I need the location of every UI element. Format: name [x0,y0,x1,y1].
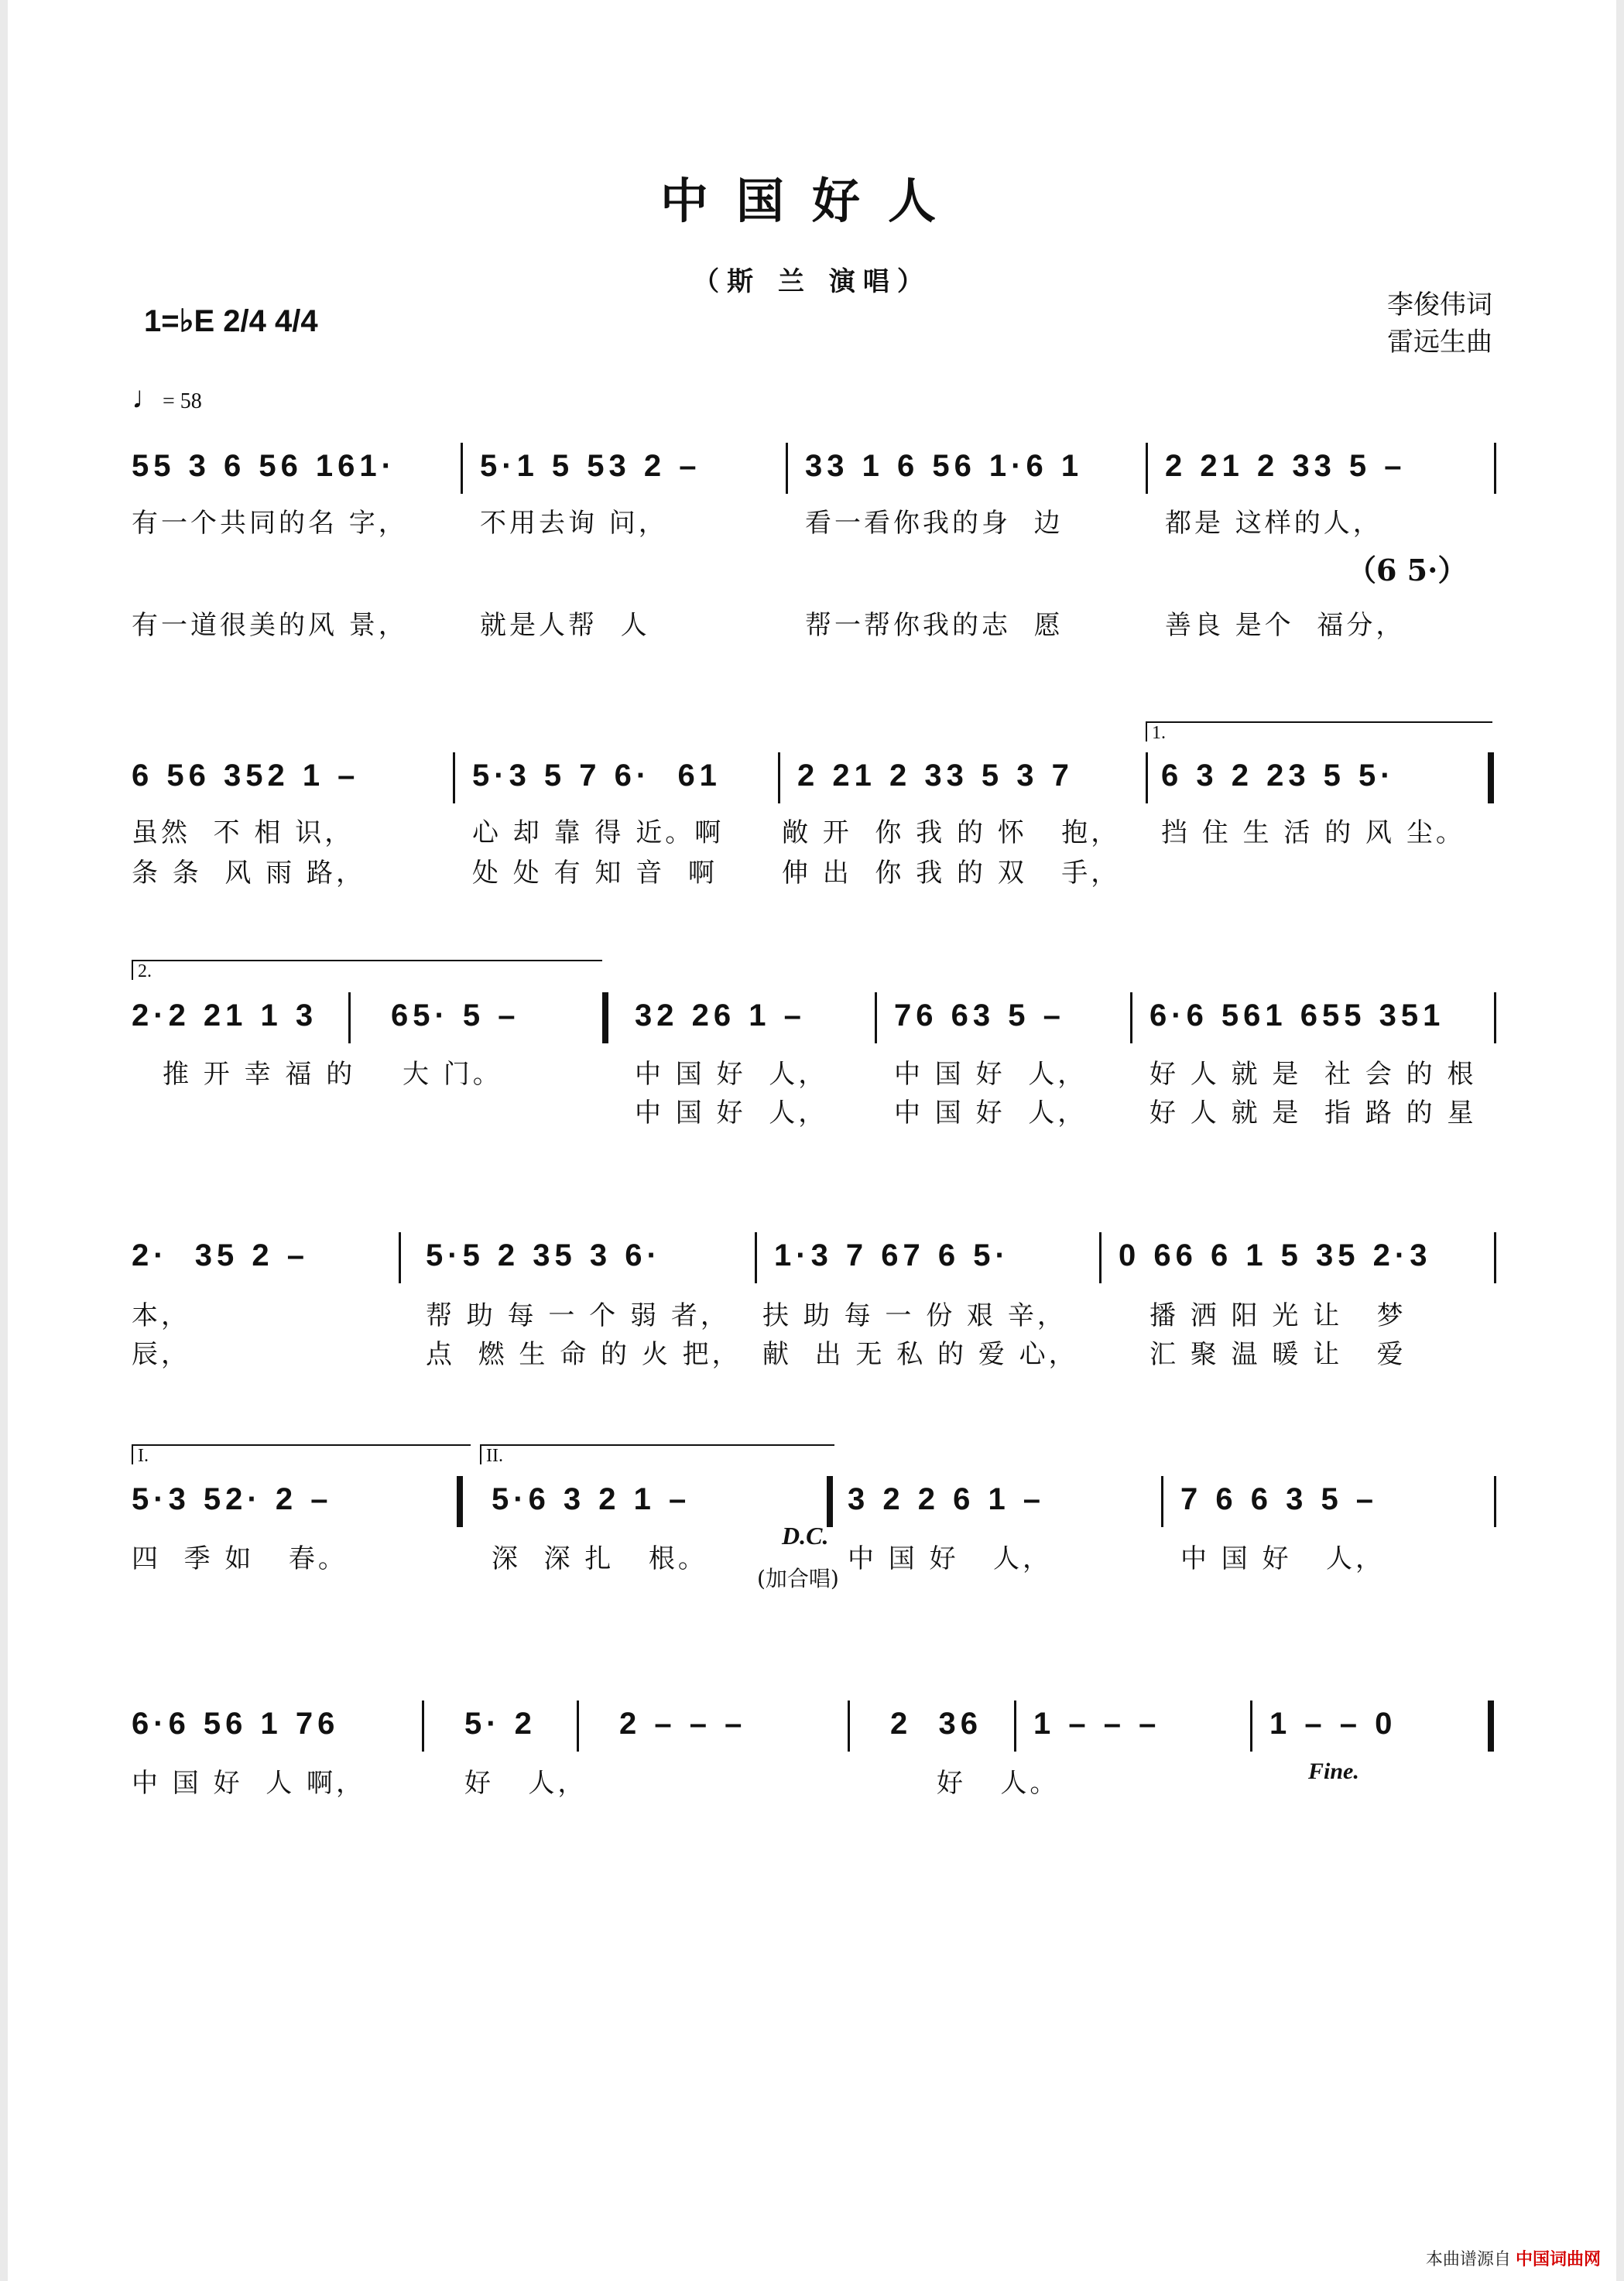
lyric: 好 人 就 是 指 路 的 星 [1149,1098,1477,1129]
lyric: 中 国 好 人， [635,1098,828,1129]
lyric: 播 洒 阳 光 让 梦 [1149,1300,1406,1331]
lyric: 中 国 好 人， [1180,1543,1386,1574]
lyric: 处 处 有 知 音 啊 [472,858,718,889]
measure: 5·6 3 2 1 – [492,1482,691,1516]
quarter-note-icon: ♩ [132,380,163,415]
lyricist: 李俊伟词 [1387,289,1492,320]
measure: 2· 35 2 – [132,1238,310,1272]
measure: 76 63 5 – [894,998,1065,1033]
barline [422,1700,424,1752]
music-row-3 [124,998,1502,1060]
lyric: 善良 是个 福分， [1165,610,1406,641]
measure: 33 1 6 56 1·6 1 [805,449,1084,483]
lyric: 虽然 不 相 识， [132,817,355,848]
barline [1130,992,1132,1043]
credits [1387,286,1492,361]
barline [755,1232,757,1283]
lyric: 献 出 无 私 的 爱 心， [762,1339,1078,1370]
barline [1250,1700,1252,1752]
lyric: 中 国 好 人， [848,1543,1053,1574]
right-edge-strip [1616,0,1624,2281]
lyric: 汇 聚 温 暖 让 爱 [1149,1339,1406,1370]
lyric: 帮一帮你我的志 愿 [805,610,1064,641]
song-title: 中国好人 [660,173,964,229]
repeat-end-barline [457,1476,463,1527]
music-row-4 [124,1238,1502,1300]
da-capo-mark: D.C. [782,1522,829,1550]
lyric: 都是 这样的人， [1165,508,1382,539]
barline [875,992,877,1043]
measure: 7 6 6 3 5 – [1180,1482,1379,1516]
music-row-6 [124,1707,1502,1769]
lyric: 有一道很美的风 景， [132,610,408,641]
barline [1161,1476,1163,1527]
lyric: 看一看你我的身 边 [805,508,1064,539]
footer-source: 本曲谱源自 [1425,2249,1511,2269]
measure: 6·6 561 655 351 [1149,998,1445,1033]
measure: 32 26 1 – [635,998,806,1033]
fine-mark: Fine. [1308,1759,1359,1784]
volta-bracket-II: II. [480,1444,834,1464]
lyric: 中 国 好 人 啊， [132,1768,366,1799]
barline [1494,1232,1496,1283]
measure: 1·3 7 67 6 5· [774,1238,1010,1272]
lyric: 大 门。 [403,1059,502,1090]
lyric: 好 人。 [937,1768,1060,1799]
barline [778,752,780,803]
singer-credit: （斯 兰 演唱） [693,266,931,297]
lyric: 中 国 好 人， [894,1098,1088,1129]
aside-notes: （6 5·） [1347,553,1468,587]
lyric: 伸 出 你 我 的 双 手， [782,858,1121,889]
tempo-marking: ♩= 58 [132,380,202,415]
measure: 2·2 21 1 3 [132,998,318,1033]
volta-bracket-1: 1. [1146,721,1492,741]
measure: 2 21 2 33 5 3 7 [797,759,1074,793]
barline [786,443,788,494]
measure: 5·1 5 53 2 – [480,449,701,483]
lyric: 辰， [132,1339,190,1370]
measure: 65· 5 – [391,998,520,1033]
barline [348,992,351,1043]
lyric: 挡 住 生 活 的 风 尘。 [1161,817,1465,848]
barline [399,1232,401,1283]
measure: 5· 2 [464,1707,536,1741]
barline [461,443,463,494]
barline [1014,1700,1016,1752]
measure: 3 2 2 6 1 – [848,1482,1046,1516]
repeat-start-barline [602,992,608,1043]
measure: 55 3 6 56 161· [132,449,396,483]
barline [848,1700,850,1752]
composer: 雷远生曲 [1387,327,1492,358]
measure: 6 56 352 1 – [132,759,360,793]
double-barline [827,1476,833,1527]
measure: 2 36 [890,1707,982,1741]
lyric: 敞 开 你 我 的 怀 抱， [782,817,1121,848]
lyric: 四 季 如 春。 [132,1543,348,1574]
measure: 6·6 56 1 76 [132,1707,340,1741]
barline [1494,1476,1496,1527]
lyric: 本， [132,1300,190,1331]
lyric: 就是人帮 人 [480,610,650,641]
lyric: 好 人， [464,1768,588,1799]
measure: 5·3 5 7 6· 61 [472,759,721,793]
lyric: 点 燃 生 命 的 火 把， [426,1339,742,1370]
barline [577,1700,579,1752]
barline [1494,443,1496,494]
key-signature: 1=♭E 2/4 4/4 [144,304,318,338]
lyric: 中 国 好 人， [894,1059,1088,1090]
lyric: 心 却 靠 得 近。啊 [472,817,725,848]
lyric: 深 深 扎 根。 [492,1543,708,1574]
lyric: 有一个共同的名 字， [132,508,408,539]
final-barline [1488,1700,1494,1752]
measure: 5·3 52· 2 – [132,1482,333,1516]
measure: 6 3 2 23 5 5· [1161,759,1396,793]
measure: 2 21 2 33 5 – [1165,449,1406,483]
chorus-note: (加合唱) [757,1566,839,1591]
lyric: 好 人 就 是 社 会 的 根 [1149,1059,1477,1090]
measure: 5·5 2 35 3 6· [426,1238,662,1272]
footer-brand: 中国词曲网 [1515,2249,1601,2269]
volta-bracket-2: 2. [132,960,602,980]
lyric: 帮 助 每 一 个 弱 者， [426,1300,730,1331]
left-edge-strip [0,0,8,2281]
measure: 0 66 6 1 5 35 2·3 [1119,1238,1432,1272]
barline [453,752,455,803]
lyric: 不用去询 问， [480,508,668,539]
lyric: 扶 助 每 一 份 艰 辛， [762,1300,1067,1331]
measure: 1 – – – [1033,1707,1161,1741]
lyric: 中 国 好 人， [635,1059,828,1090]
measure: 2 – – – [619,1707,747,1741]
barline [1494,992,1496,1043]
repeat-end-barline [1488,752,1494,803]
volta-bracket-I: I. [132,1444,471,1464]
footer-credit [1426,2246,1601,2270]
barline [1099,1232,1102,1283]
measure: 1 – – 0 [1269,1707,1397,1741]
barline [1146,443,1148,494]
lyric: 条 条 风 雨 路， [132,858,366,889]
lyric: 推 开 幸 福 的 [163,1059,356,1090]
barline [1146,752,1148,803]
